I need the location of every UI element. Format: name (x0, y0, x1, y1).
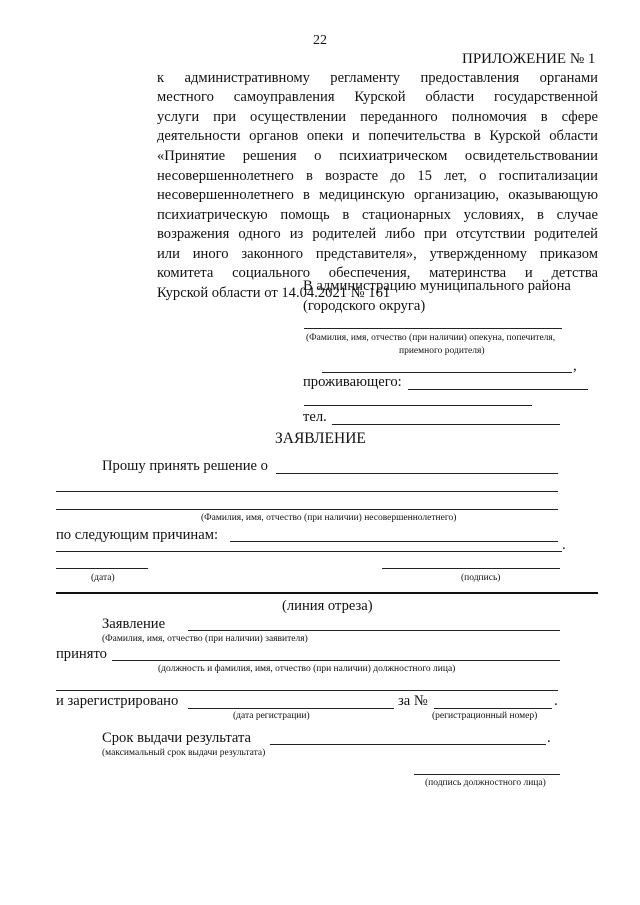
addressee-line-2: (городского округа) (303, 298, 426, 314)
appendix-line: услуги при осуществлении переданного полномочия в сфере (157, 109, 598, 125)
appendix-line: комитета социального обеспечения, материнства и детства (157, 265, 598, 281)
reg-date-field[interactable] (188, 708, 394, 709)
appendix-line: деятельности органов опеки и попечительства в Курской области (157, 128, 598, 144)
guardian-caption-1: (Фамилия, имя, отчество (при наличии) опекуна, попечителя, (306, 333, 556, 343)
addressee-line-1: В администрацию муниципального района (303, 278, 571, 294)
minor-caption: (Фамилия, имя, отчество (при наличии) несовершеннолетнего) (201, 513, 457, 523)
appendix-line: Курской области от 14.04.2021 № 161 (157, 285, 391, 301)
phone-label: тел. (303, 409, 327, 425)
reg-date-caption: (дата регистрации) (233, 711, 310, 721)
reg-number-field[interactable] (434, 708, 552, 709)
residing-field-2[interactable] (304, 405, 532, 406)
official-field-2[interactable] (56, 690, 558, 691)
request-label: Прошу принять решение о (102, 458, 268, 474)
guardian-name-line[interactable] (304, 328, 562, 329)
residing-label: проживающего: (303, 374, 402, 390)
accepted-label: принято (56, 646, 107, 662)
guardian-caption-2: приемного родителя) (399, 346, 485, 356)
appendix-title: ПРИЛОЖЕНИЕ № 1 (462, 51, 596, 67)
applicant-field[interactable] (188, 630, 560, 631)
reasons-label: по следующим причинам: (56, 527, 218, 543)
applicant-caption: (Фамилия, имя, отчество (при наличии) заявителя) (102, 634, 308, 644)
deadline-caption: (максимальный срок выдачи результата) (102, 748, 266, 758)
guardian-comma: , (573, 358, 577, 374)
signature-caption: (подпись) (461, 573, 501, 583)
official-caption: (должность и фамилия, имя, отчество (при наличии) должностного лица) (158, 664, 456, 674)
reasons-field-2[interactable] (56, 551, 562, 552)
number-dot: . (554, 693, 558, 709)
appendix-line: местного самоуправления Курской области государственной (157, 89, 598, 105)
date-field[interactable] (56, 568, 148, 569)
registered-label: и зарегистрировано (56, 693, 179, 709)
request-field-2[interactable] (56, 491, 558, 492)
official-signature-field[interactable] (414, 774, 560, 775)
appendix-line: несовершеннолетнего в медицинскую организацию, оказывающую (157, 187, 598, 203)
appendix-line: «Принятие решения о психиатрическом освидетельствовании (157, 148, 598, 164)
appendix-line: психиатрическую помощь в стационарных условиях, в случае (157, 207, 598, 223)
residing-field[interactable] (408, 389, 588, 390)
official-field[interactable] (112, 660, 560, 661)
deadline-field[interactable] (270, 744, 546, 745)
official-signature-caption: (подпись должностного лица) (425, 778, 546, 788)
number-label: за № (398, 693, 428, 709)
deadline-label: Срок выдачи результата (102, 730, 252, 746)
phone-field[interactable] (332, 424, 560, 425)
date-caption: (дата) (91, 573, 115, 583)
cut-line (56, 592, 598, 594)
appendix-line: к административному регламенту предоставления органами (157, 70, 598, 86)
request-field[interactable] (276, 473, 558, 474)
reasons-field[interactable] (230, 541, 558, 542)
statement-label: Заявление (102, 616, 166, 632)
reasons-dot: . (562, 537, 566, 553)
page-number: 22 (313, 33, 327, 48)
signature-field[interactable] (382, 568, 560, 569)
minor-name-field[interactable] (56, 509, 558, 510)
appendix-line: или иного законного представителя», утвержденному приказом (157, 246, 598, 262)
appendix-line: возражения одного из родителей либо при отсутствии родителей (157, 226, 598, 242)
cut-line-label: (линия отреза) (282, 598, 373, 614)
deadline-dot: . (547, 730, 551, 746)
form-title: ЗАЯВЛЕНИЕ (275, 430, 366, 447)
reg-number-caption: (регистрационный номер) (432, 711, 538, 721)
appendix-line: несовершеннолетнего в возрасте до 15 лет, о госпитализации (157, 168, 598, 184)
